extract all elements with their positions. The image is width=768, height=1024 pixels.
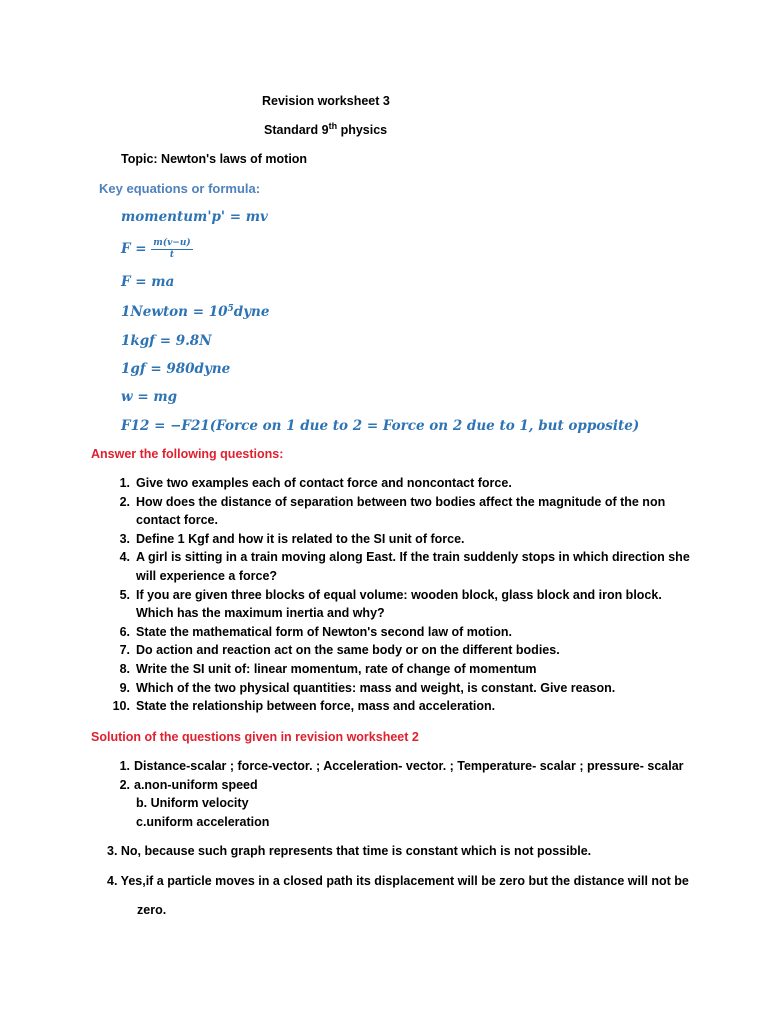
list-item <box>112 474 692 493</box>
equation-momentum: momentum'p' = mv <box>121 209 268 225</box>
item-number: 8. <box>119 661 130 676</box>
item-number: 9. <box>119 680 130 695</box>
solution-1 <box>112 759 712 773</box>
list-item <box>112 641 692 660</box>
questions-heading: Answer the following questions: <box>91 447 284 461</box>
solution-2a: a.non-uniform speed <box>134 778 258 792</box>
worksheet-title: Revision worksheet 3 <box>262 94 390 108</box>
equation-newton-dyne <box>121 304 269 320</box>
solution-text: Distance-scalar ; force-vector. ; Acceleration- vector. ; Temperature- scalar ; pressure- scalar <box>134 759 684 773</box>
solution-2b: b. Uniform velocity <box>136 796 249 810</box>
solution-2 <box>112 778 258 792</box>
item-text: Give two examples each of contact force and noncontact force. <box>136 476 512 490</box>
list-item <box>112 493 692 530</box>
standard-line <box>264 123 387 137</box>
force-denominator: t <box>169 250 175 260</box>
item-text: If you are given three blocks of equal volume: wooden block, glass block and iron block. Which has the maximum inertia and why? <box>136 587 662 621</box>
item-text: Do action and reaction act on the same body or on the different bodies. <box>136 643 560 658</box>
item-number: 5. <box>119 587 130 602</box>
force-numerator: m(v−u) <box>153 238 191 248</box>
list-item <box>112 548 692 585</box>
force-fraction <box>151 238 192 261</box>
force-lhs: F = <box>121 241 152 257</box>
list-item <box>112 697 692 716</box>
item-text: Write the SI unit of: linear momentum, rate of change of momentum <box>136 661 537 676</box>
item-number: 7. <box>119 643 130 658</box>
solution-2c: c.uniform acceleration <box>136 815 270 829</box>
item-number: 2. <box>119 494 130 509</box>
item-text: State the mathematical form of Newton's second law of motion. <box>136 624 512 639</box>
item-number: 4. <box>119 550 130 565</box>
topic-line: Topic: Newton's laws of motion <box>121 152 308 166</box>
key-equations-heading: Key equations or formula: <box>99 181 261 196</box>
equation-force-fraction <box>121 238 193 261</box>
standard-suffix: physics <box>337 123 388 137</box>
item-text: Which of the two physical quantities: mass and weight, is constant. Give reason. <box>136 680 616 695</box>
equation-weight: w = mg <box>121 389 178 405</box>
list-item <box>112 660 692 679</box>
solution-4-line-2: zero. <box>137 903 167 917</box>
equation-kgf: 1kgf = 9.8N <box>121 333 212 349</box>
item-number: 6. <box>119 624 130 639</box>
solution-number: 2. <box>119 778 130 792</box>
item-text: A girl is sitting in a train moving along East. If the train suddenly stops in which direction she will experience a force? <box>136 550 690 583</box>
list-item <box>112 679 692 698</box>
solution-number: 1. <box>119 759 130 773</box>
list-item <box>112 623 692 642</box>
equation-gf: 1gf = 980dyne <box>121 361 231 377</box>
questions-list <box>112 474 692 716</box>
solutions-heading: Solution of the questions given in revision worksheet 2 <box>91 730 419 744</box>
standard-superscript: th <box>328 121 338 131</box>
solution-4-line-1: 4. Yes,if a particle moves in a closed path its displacement will be zero but the distance will not be <box>107 874 689 888</box>
equation-fma: F = ma <box>121 274 175 290</box>
standard-prefix: Standard 9 <box>264 123 329 137</box>
item-number: 1. <box>119 476 130 490</box>
item-number: 3. <box>119 531 130 546</box>
list-item <box>112 530 692 549</box>
solution-3: 3. No, because such graph represents that time is constant which is not possible. <box>107 844 592 858</box>
list-item <box>112 586 692 623</box>
item-number: 10. <box>112 699 130 714</box>
newton-exponent: 5 <box>227 304 234 314</box>
item-text: Define 1 Kgf and how it is related to the SI unit of force. <box>136 531 465 546</box>
item-text: State the relationship between force, mass and acceleration. <box>136 699 496 714</box>
equation-third-law: F12 = −F21(Force on 1 due to 2 = Force on 2 due to 1, but opposite) <box>121 418 640 434</box>
newton-lhs: 1Newton = 10 <box>121 304 228 320</box>
item-text: How does the distance of separation between two bodies affect the magnitude of the non contact force. <box>136 494 666 528</box>
newton-rhs: dyne <box>233 304 270 320</box>
